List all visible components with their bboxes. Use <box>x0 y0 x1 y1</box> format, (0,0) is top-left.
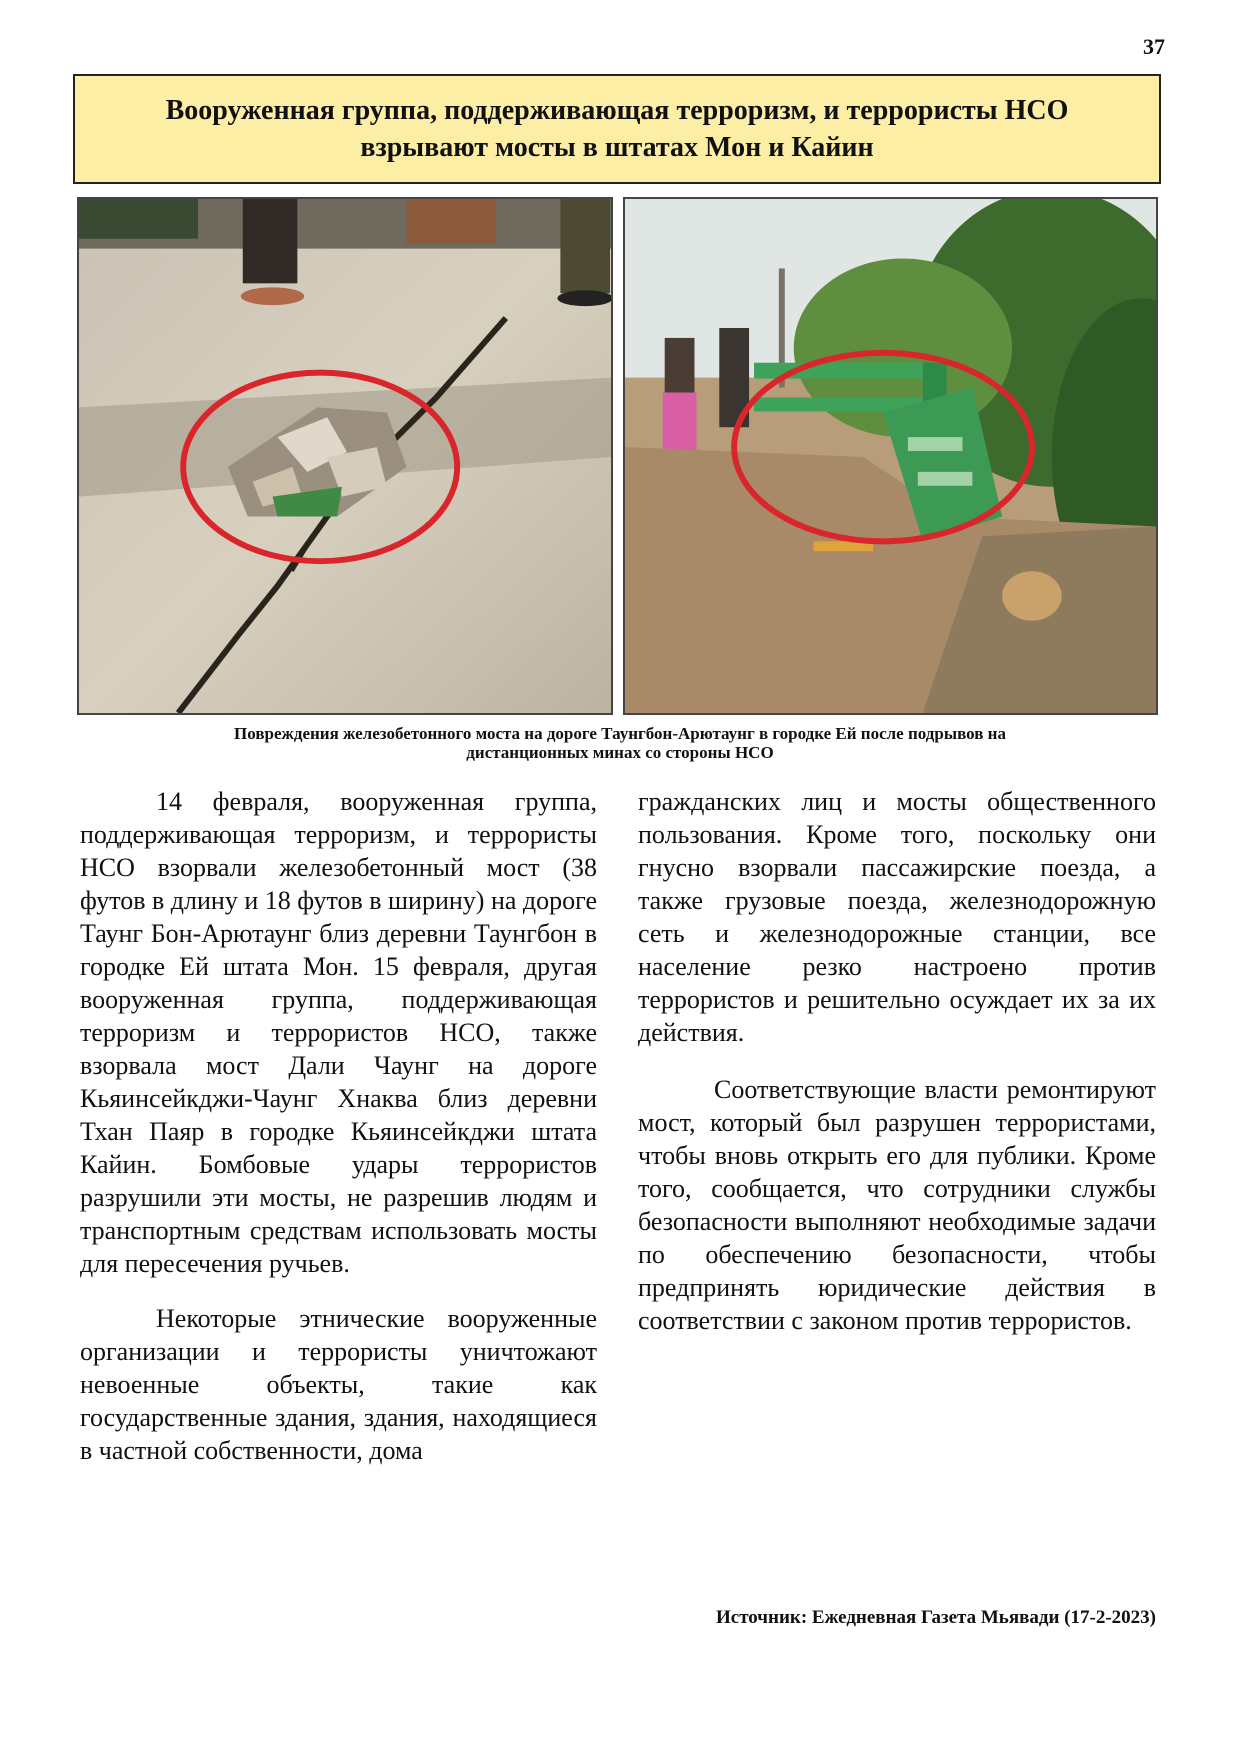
photo-destroyed-bridge-railing <box>623 197 1158 715</box>
figure-caption-line-2: дистанционных минах со стороны НСО <box>466 743 774 762</box>
figure-caption-line-1: Повреждения железобетонного моста на дороге Таунгбон-Арютаунг в городке Ей после подрывов на <box>234 724 1006 743</box>
photo-damaged-bridge-deck <box>77 197 613 715</box>
page-number: 37 <box>1143 34 1165 59</box>
article-column-right <box>638 785 1156 1337</box>
article-title-line-1: Вооруженная группа, поддерживающая терроризм, и террористы НСО <box>165 95 1069 126</box>
article-column-left <box>80 785 597 1467</box>
source-credit: Источник: Ежедневная Газета Мьявади (17-2-2023) <box>716 1607 1156 1628</box>
article-paragraph-2-continued: гражданских лиц и мосты общественного пользования. Кроме того, поскольку они гнусно взорвали пассажирские поезда, а также грузовые поезда, железнодорожную сеть и железнодорожные станции, все население резко настроено против террористов и решительно осуждает их за их действия. <box>638 787 1156 1047</box>
article-title-line-2: взрывают мосты в штатах Мон и Кайин <box>360 132 874 163</box>
article-paragraph-1: 14 февраля, вооруженная группа, поддерживающая терроризм, и террористы НСО взорвали железобетонный мост (38 футов в длину и 18 футов в ширину) на дороге Таунг Бон-Арютаунг близ деревни Таунгбон в городке Ей штата Мон. 15 февраля, другая вооруженная группа, поддерживающая терроризм и террористов НСО, также взорвала мост Дали Чаунг на дороге Кьяинсейкджи-Чаунг Хнаква близ деревни Тхан Паяр в городке Кьяинсейкджи штата Кайин. Бомбовые удары террористов разрушили эти мосты, не разрешив людям и транспортным средствам использовать мосты для пересечения ручьев. <box>80 787 597 1278</box>
figure-caption <box>90 724 1150 762</box>
article-paragraph-2: Некоторые этнические вооруженные организации и террористы уничтожают невоенные объекты, такие как государственные здания, здания, находящиеся в частной собственности, дома <box>80 1304 597 1465</box>
article-paragraph-3: Соответствующие власти ремонтируют мост, который был разрушен террористами, чтобы вновь открыть его для публики. Кроме того, сообщается, что сотрудники службы безопасности выполняют необходимые задачи по обеспечению безопасности, чтобы предпринять юридические действия в соответствии с законом против террористов. <box>638 1075 1156 1335</box>
article-title-box <box>73 74 1161 184</box>
